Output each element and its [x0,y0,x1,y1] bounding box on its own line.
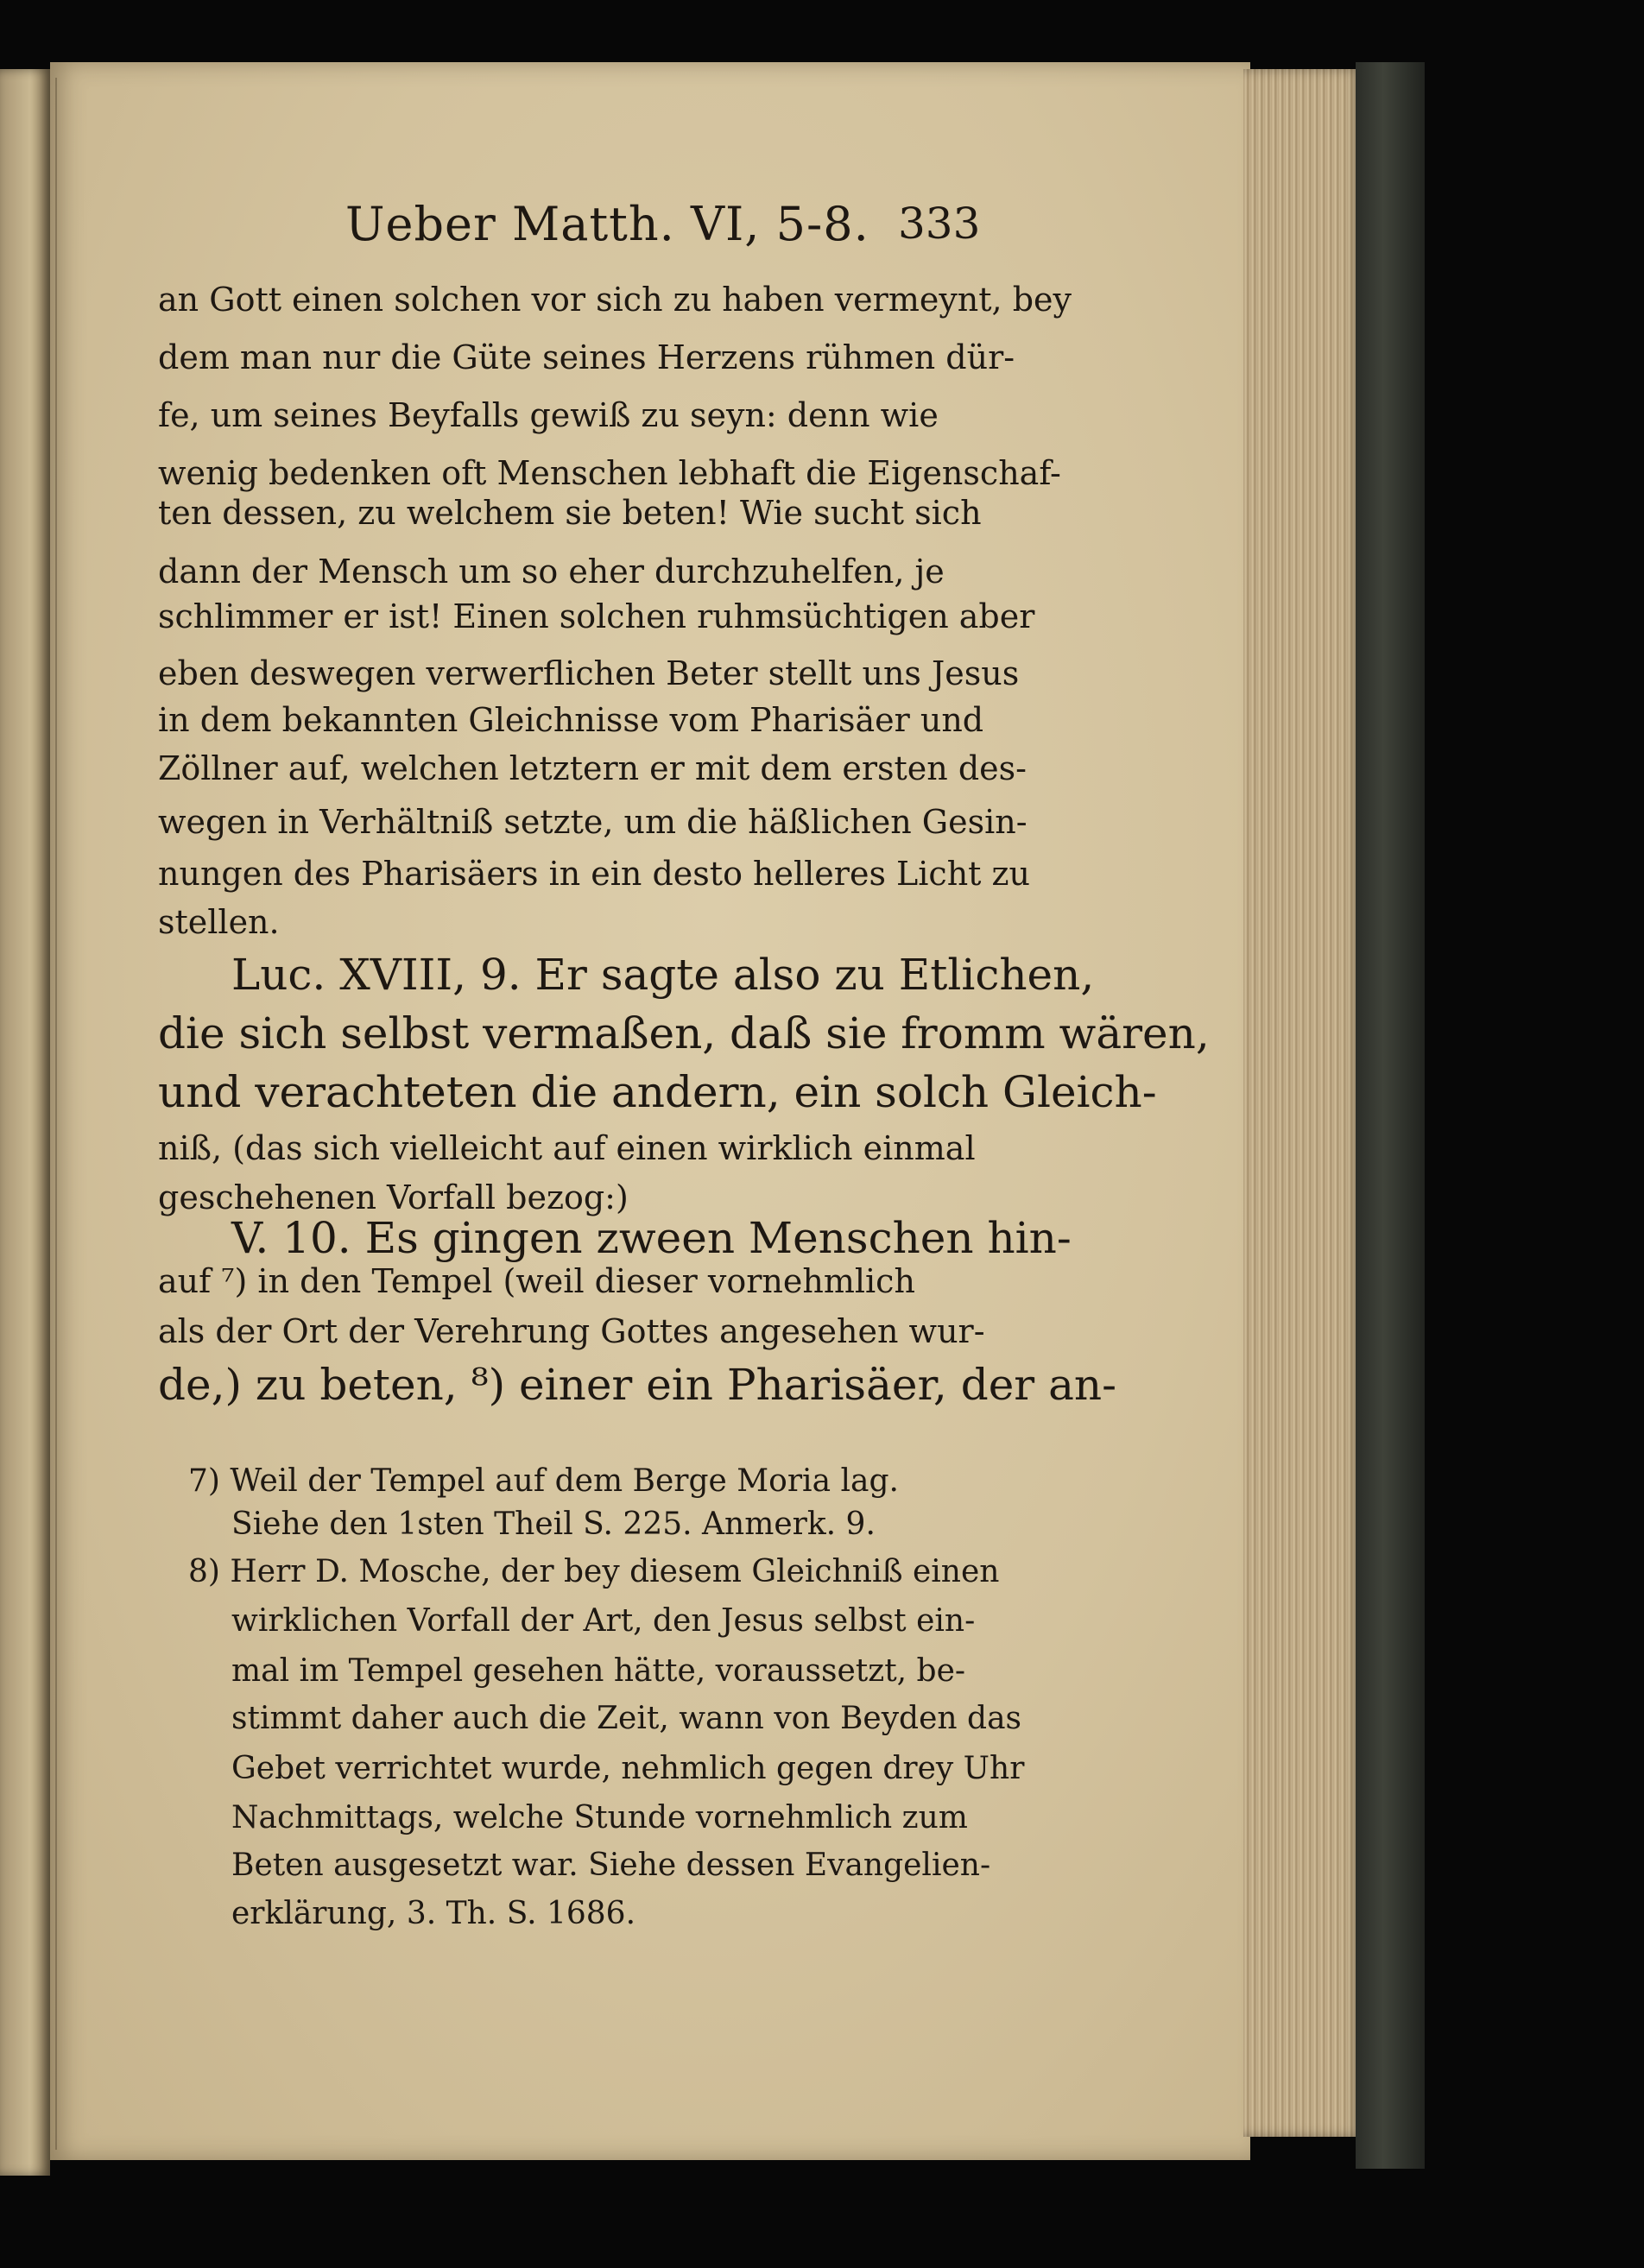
verse-line: V. 10. Es gingen zween Menschen hin- [231,1213,1072,1263]
body-line: dann der Mensch um so eher durchzuhelfen, je [158,553,945,591]
verse-line: auf ⁷) in den Tempel (weil dieser vornehmlich [158,1262,915,1300]
verse-line: Luc. XVIII, 9. Er sagte also zu Etlichen, [231,950,1095,1000]
body-line: Zöllner auf, welchen letztern er mit dem ersten des- [158,749,1027,787]
verse-line: geschehenen Vorfall bezog:) [158,1178,629,1216]
body-line: nungen des Pharisäers in ein desto helleres Licht zu [158,855,1031,893]
footnote-line: 7) Weil der Tempel auf dem Berge Moria lag. [188,1463,899,1499]
body-line: dem man nur die Güte seines Herzens rühmen dür- [158,338,1015,376]
page-block-edges [1243,69,1364,2137]
footnote-line: Gebet verrichtet wurde, nehmlich gegen drey Uhr [231,1751,1025,1786]
footnote-line: wirklichen Vorfall der Art, den Jesus selbst ein- [231,1603,976,1639]
body-line: wegen in Verhältniß setzte, um die häßlichen Gesin- [158,803,1028,841]
book-cover [1356,62,1425,2169]
page-number: 333 [898,199,981,249]
verse-line: als der Ort der Verehrung Gottes angesehen wur- [158,1312,985,1350]
body-line: an Gott einen solchen vor sich zu haben vermeynt, bey [158,281,1072,319]
body-line: wenig bedenken oft Menschen lebhaft die Eigenschaf- [158,454,1061,492]
left-page-edge [0,69,50,2176]
body-line: ten dessen, zu welchem sie beten! Wie sucht sich [158,494,982,532]
verse-line: und verachteten die andern, ein solch Gleich- [158,1067,1157,1117]
footnote-line: Beten ausgesetzt war. Siehe dessen Evangelien- [231,1848,991,1883]
footnote-line: Nachmittags, welche Stunde vornehmlich zum [231,1800,968,1835]
footnote-line: 8) Herr D. Mosche, der bey diesem Gleichniß einen [188,1554,1000,1589]
footnote-line: mal im Tempel gesehen hätte, voraussetzt, be- [231,1653,966,1689]
body-line: in dem bekannten Gleichnisse vom Pharisäer und [158,701,984,739]
footnote-line: stimmt daher auch die Zeit, wann von Beyden das [231,1701,1022,1736]
running-header: Ueber Matth. VI, 5-8. [345,197,869,251]
footnote-line: erklärung, 3. Th. S. 1686. [231,1896,636,1931]
gutter-shadow [55,78,57,2150]
body-line: schlimmer er ist! Einen solchen ruhmsüchtigen aber [158,597,1035,635]
body-line: eben deswegen verwerflichen Beter stellt uns Jesus [158,654,1020,692]
body-line: fe, um seines Beyfalls gewiß zu seyn: denn wie [158,396,939,434]
verse-line: niß, (das sich vielleicht auf einen wirklich einmal [158,1129,976,1167]
verse-line: de,) zu beten, ⁸) einer ein Pharisäer, der an- [158,1360,1116,1410]
verse-line: die sich selbst vermaßen, daß sie fromm wären, [158,1008,1210,1058]
footnote-line: Siehe den 1sten Theil S. 225. Anmerk. 9. [231,1507,876,1542]
body-line: stellen. [158,903,280,941]
